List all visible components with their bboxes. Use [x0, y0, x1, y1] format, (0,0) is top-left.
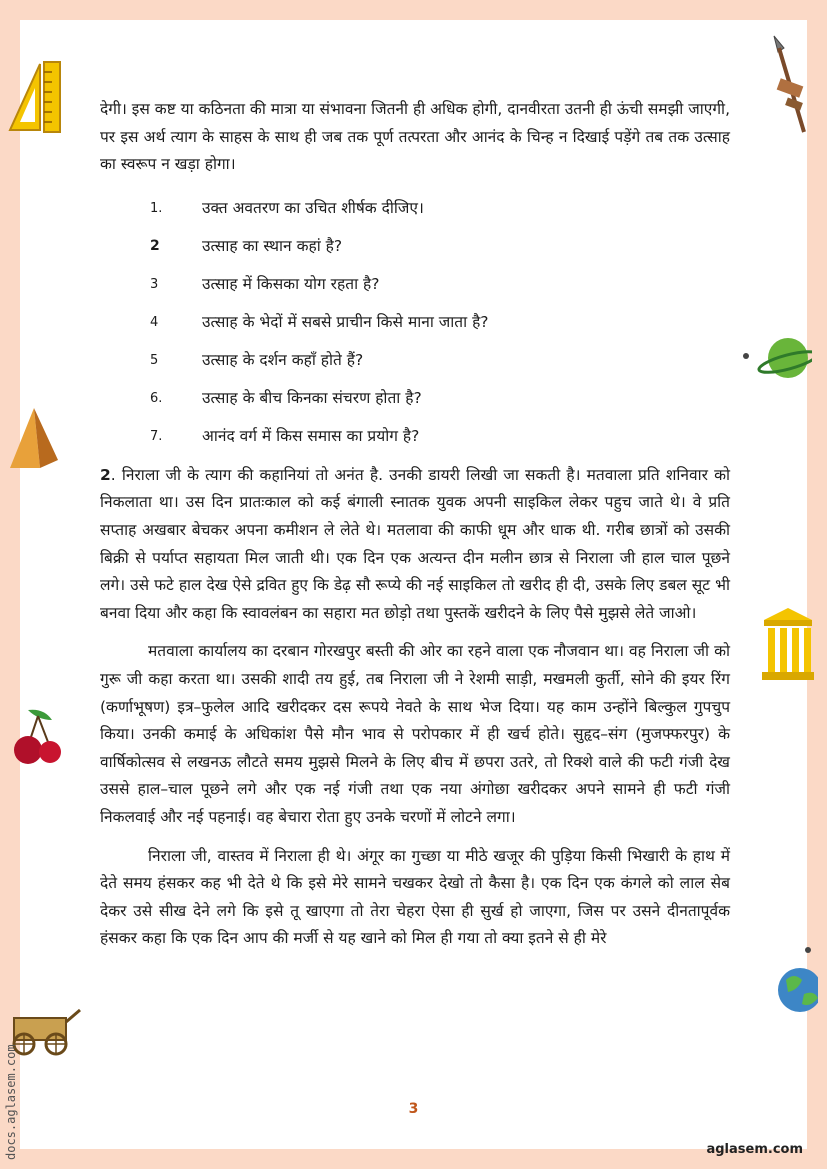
question-item — [100, 380, 730, 418]
question-item — [100, 342, 730, 380]
question-item — [100, 304, 730, 342]
footer-brand[interactable]: aglasem.com — [706, 1142, 803, 1157]
question-item — [100, 418, 730, 456]
passage-2-text: . निराला जी के त्याग की कहानियां तो अनंत है. उनकी डायरी लिखी जा सकती है। मतवाला प्रति शनिवार को निकलाता था। उस दिन प्रातःकाल को कई बंगाली स्नातक युवक अपनी साइकिल लेकर पहुच जाते थे। वे प्रति सप्ताह अखबार बेचकर अपना कमीशन ले लेते थे। मतलावा की काफी धूम और धाक थी. गरीब छात्रों को उसकी बिक्री से पर्याप्त सहायता मिल जाती थी। एक दिन एक अत्यन्त दीन मलीन छात्र से निराला जी हाल चाल पूछने लगे। उसे फटे हाल देख ऐसे द्रवित हुए कि डेढ़ सौ रूप्ये की नई साइकिल तो खरीद ही दी, उसके लिए डबल सूट भी बनवा दिया और कहा कि स्वावलंबन का सहारा मत छोड़ो तथा पुस्तकें खरीदने के लिए पैसे मुझसे लेते जाओ। — [100, 465, 730, 622]
passage-2-paragraph-2: मतवाला कार्यालय का दरबान गोरखपुर बस्ती की ओर का रहने वाला एक नौजवान था। वह निराला जी को गुरू जी कहा करता था। उसकी शादी तय हुई, तब निराला जी ने रेशमी साड़ी, मखमली कुर्ती, सोने की इयर रिंग (कर्णाभूषण) इत्र–फुलेल आदि खरीदकर दस रूपये नेवते के साथ भेज दिया। यह काम उन्होंने बिल्कुल गुपचुप किया। उनकी कमाई के अधिकांश पैसे मौन भाव से परोपकार में ही खर्च होते। सुहृद–संग (मुजफ्फरपुर) के वार्षिकोत्सव से लखनऊ लौटते समय मुझसे मिलने के लिए बीच में छपरा उतरे, तो रिक्शे वाले की फटी गंजी देख उससे हाल–चाल पूछने लगे और एक नई गंजी तथा एक नया अंगोछा खरीदकर अपने सामने ही फटी गंजी निकलवाई और नई पहनाई। वह बेचारा रोता हुए उनके चरणों में लोटने लगा। — [100, 642, 730, 826]
question-text: आनंद वर्ग में किस समास का प्रयोग है? — [202, 426, 420, 445]
question-number: 3 — [150, 276, 159, 292]
spear-icon — [764, 34, 814, 136]
question-number: 6. — [150, 390, 163, 406]
question-item — [100, 228, 730, 266]
question-number: 7. — [150, 428, 163, 444]
question-list — [100, 190, 730, 456]
question-text: उत्साह का स्थान कहां है? — [202, 236, 343, 255]
question-item — [100, 266, 730, 304]
question-text: उत्साह के बीच किनका संचरण होता है? — [202, 388, 422, 407]
ruler-icon — [4, 58, 68, 136]
passage-number: 2 — [100, 465, 111, 484]
side-watermark: docs.aglasem.com — [4, 1044, 18, 1160]
question-text: उत्साह के दर्शन कहाँ होते हैं? — [202, 350, 364, 369]
page-number: 3 — [408, 1101, 419, 1117]
passage-2-paragraph-1 — [100, 462, 730, 628]
question-number: 4 — [150, 314, 159, 330]
question-item — [100, 190, 730, 228]
document-body — [100, 96, 730, 964]
question-text: उक्त अवतरण का उचित शीर्षक दीजिए। — [202, 198, 424, 217]
question-number: 5 — [150, 352, 159, 368]
pyramid-icon — [6, 404, 62, 472]
globe-icon — [774, 946, 818, 1018]
question-number: 1. — [150, 200, 163, 216]
question-number: 2 — [150, 237, 160, 254]
question-text: उत्साह में किसका योग रहता है? — [202, 274, 380, 293]
cherry-icon — [8, 706, 64, 770]
planet-icon — [742, 334, 812, 384]
passage-2-paragraph-3: निराला जी, वास्तव में निराला ही थे। अंगूर का गुच्छा या मीठे खजूर की पुड़िया किसी भिखारी के हाथ में देते समय हंसकर कह भी देते थे कि इसे मेरे सामने चखकर देखो तो कैसा है। एक दिन एक कंगले को लाल सेब देकर उसे सीख देने लगे कि इसे तू खाएगा तो तेरा चेहरा ऐसा ही सुर्ख हो जाएगा, जिस पर उसने दीनतापूर्वक हंसकर कहा कि एक दिन आप की मर्जी से यह खाने को मिल ही गया तो क्या इतने से ही मेरे — [100, 846, 730, 948]
question-text: उत्साह के भेदों में सबसे प्राचीन किसे माना जाता है? — [202, 312, 489, 331]
intro-paragraph: देगी। इस कष्ट या कठिनता की मात्रा या संभावना जितनी ही अधिक होगी, दानवीरता उतनी ही ऊंची समझी जाएगी, पर इस अर्थ त्याग के साहस के साथ ही जब तक पूर्ण तत्परता और आनंद के चिन्ह न दिखाई पड़ेंगे तब तक उत्साह का स्वरूप न खड़ा होगा। — [100, 100, 730, 174]
pillar-icon — [760, 606, 816, 682]
